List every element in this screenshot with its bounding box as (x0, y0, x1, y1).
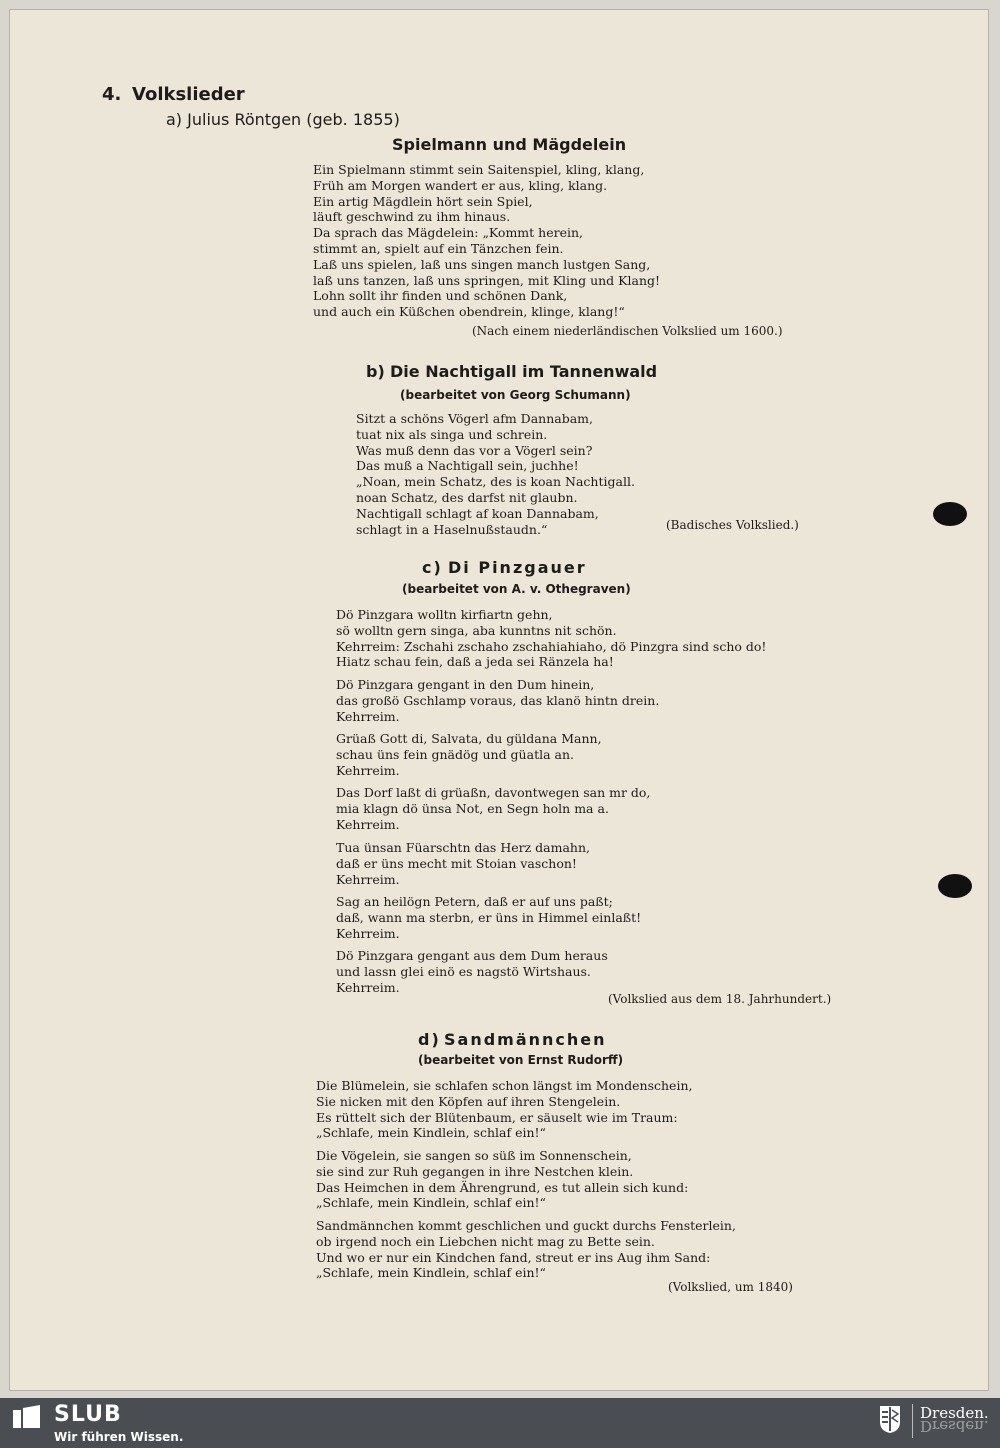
verse-line: Tua ünsan Füarschtn das Herz damahn, (336, 840, 590, 855)
verse-line: Kehrreim. (336, 979, 400, 995)
song-c-label: c) (422, 558, 443, 577)
song-b-source: (Badisches Volkslied.) (666, 518, 799, 532)
verse-line: Sie nicken mit den Köpfen auf ihren Stengelein. (316, 1093, 621, 1109)
dresden-wordmark[interactable]: Dresden. (920, 1404, 989, 1422)
verse-line: tuat nix als singa und schrein. (356, 426, 548, 442)
song-c-stanza (336, 948, 608, 995)
song-d-arranger: (bearbeitet von Ernst Rudorff) (418, 1053, 624, 1067)
verse-line: „Schlafe, mein Kindlein, schlaf ein!“ (316, 1125, 546, 1141)
verse-line: Sag an heilögn Petern, daß er auf uns paßt; (336, 894, 613, 909)
dresden-wordmark-reflection: Dresden. (920, 1417, 989, 1435)
song-b-verse (356, 411, 635, 537)
verse-line: Kehrreim. (336, 762, 400, 778)
footer-divider (912, 1404, 913, 1438)
verse-line: daß er üns mecht mit Stoian vaschon! (336, 855, 577, 871)
verse-line: schau üns fein gnädög und güatla an. (336, 746, 574, 762)
song-c-stanza (336, 607, 766, 670)
slub-logo-icon (12, 1404, 42, 1430)
verse-line: Das muß a Nachtigall sein, juchhe! (356, 458, 579, 474)
verse-line: Und wo er nur ein Kindchen fand, streut er ins Aug ihm Sand: (316, 1249, 711, 1265)
verse-line: Kehrreim. (336, 925, 400, 941)
verse-line: Das Dorf laßt di grüaßn, davontwegen san mr do, (336, 785, 651, 800)
song-b-title: Die Nachtigall im Tannenwald (390, 362, 658, 381)
song-d-stanza (316, 1148, 688, 1211)
song-a-verse (313, 162, 660, 320)
song-c-stanza (336, 785, 650, 832)
song-c-stanza (336, 894, 641, 941)
song-c-stanza (336, 840, 590, 887)
verse-line: Ein artig Mägdlein hört sein Spiel, (313, 193, 533, 209)
verse-line: Die Vögelein, sie sangen so süß im Sonnenschein, (316, 1148, 632, 1163)
song-d-stanza (316, 1218, 736, 1281)
verse-line: Kehrreim. (336, 871, 400, 887)
song-d-stanza (316, 1078, 692, 1141)
verse-line: Dö Pinzgara wolltn kirfiartn gehn, (336, 607, 553, 622)
section-number: 4. (102, 84, 122, 105)
verse-line: Lohn sollt ihr finden und schönen Dank, (313, 288, 568, 304)
verse-line: ob irgend noch ein Liebchen nicht mag zu Bette sein. (316, 1233, 655, 1249)
verse-line: Was muß denn das vor a Vögerl sein? (356, 442, 593, 458)
verse-line: Dö Pinzgara gengant aus dem Dum heraus (336, 948, 608, 963)
punch-hole (938, 874, 972, 898)
verse-line: und auch ein Küßchen obendrein, klinge, klang!“ (313, 304, 625, 320)
verse-line: laß uns tanzen, laß uns springen, mit Kling und Klang! (313, 272, 661, 288)
verse-line: Nachtigall schlagt af koan Dannabam, (356, 505, 599, 521)
verse-line: Die Blümelein, sie schlafen schon längst im Mondenschein, (316, 1078, 693, 1093)
verse-line: Kehrreim. (336, 708, 400, 724)
verse-line: Sitzt a schöns Vögerl afm Dannabam, (356, 411, 593, 426)
section-title: Volkslieder (132, 84, 245, 105)
verse-line: Früh am Morgen wandert er aus, kling, klang. (313, 177, 608, 193)
verse-line: Dö Pinzgara gengant in den Dum hinein, (336, 677, 595, 692)
verse-line: sö wolltn gern singa, aba kunntns nit schön. (336, 622, 617, 638)
verse-line: Kehrreim: Zschahi zschaho zschahiahiaho, dö Pinzgra sind scho do! (336, 638, 767, 654)
verse-line: „Schlafe, mein Kindlein, schlaf ein!“ (316, 1265, 546, 1281)
slub-brand[interactable]: SLUB (54, 1402, 122, 1427)
slub-tagline: Wir führen Wissen. (54, 1430, 184, 1444)
punch-hole (933, 502, 967, 526)
verse-line: schlagt in a Haselnußstaudn.“ (356, 521, 548, 537)
verse-line: daß, wann ma sterbn, er üns in Himmel einlaßt! (336, 909, 642, 925)
song-c-arranger: (bearbeitet von A. v. Othegraven) (402, 582, 631, 596)
footer-bar (0, 1398, 1000, 1448)
song-b-arranger: (bearbeitet von Georg Schumann) (400, 388, 631, 402)
song-a-source: (Nach einem niederländischen Volkslied um 1600.) (472, 324, 783, 338)
verse-line: Das Heimchen in dem Ährengrund, es tut allein sich kund: (316, 1179, 689, 1195)
verse-line: „Schlafe, mein Kindlein, schlaf ein!“ (316, 1195, 546, 1211)
song-a-title: Spielmann und Mägdelein (392, 135, 627, 154)
verse-line: Grüaß Gott di, Salvata, du güldana Mann, (336, 731, 602, 746)
verse-line: Ein Spielmann stimmt sein Saitenspiel, kling, klang, (313, 162, 645, 177)
song-a-composer: a) Julius Röntgen (geb. 1855) (166, 110, 400, 129)
song-c-stanza (336, 731, 602, 778)
verse-line: Laß uns spielen, laß uns singen manch lustgen Sang, (313, 256, 651, 272)
song-d-label: d) (418, 1030, 441, 1049)
verse-line: noan Schatz, des darfst nit glaubn. (356, 489, 578, 505)
verse-line: Kehrreim. (336, 816, 400, 832)
song-b-label: b) (366, 362, 385, 381)
verse-line: „Noan, mein Schatz, des is koan Nachtigall. (356, 474, 635, 490)
verse-line: Sandmännchen kommt geschlichen und guckt durchs Fensterlein, (316, 1218, 736, 1233)
verse-line: stimmt an, spielt auf ein Tänzchen fein. (313, 240, 564, 256)
verse-line: mia klagn dö ünsa Not, en Segn holn ma a. (336, 800, 609, 816)
verse-line: Da sprach das Mägdelein: „Kommt herein, (313, 225, 583, 241)
verse-line: Hiatz schau fein, daß a jeda sei Ränzela ha! (336, 654, 614, 670)
verse-line: das großö Gschlamp voraus, das klanö hintn drein. (336, 692, 660, 708)
document-page (10, 10, 988, 1390)
song-d-title: Sandmännchen (444, 1030, 607, 1049)
dresden-crest-icon (878, 1404, 902, 1434)
verse-line: läuft geschwind zu ihm hinaus. (313, 209, 511, 225)
verse-line: sie sind zur Ruh gegangen in ihre Nestchen klein. (316, 1163, 634, 1179)
song-d-source: (Volkslied, um 1840) (668, 1280, 793, 1294)
verse-line: Es rüttelt sich der Blütenbaum, er säuselt wie im Traum: (316, 1109, 678, 1125)
verse-line: und lassn glei einö es nagstö Wirtshaus. (336, 963, 591, 979)
song-c-source: (Volkslied aus dem 18. Jahrhundert.) (608, 992, 832, 1006)
song-c-title: Di Pinzgauer (448, 558, 587, 577)
song-c-stanza (336, 677, 659, 724)
